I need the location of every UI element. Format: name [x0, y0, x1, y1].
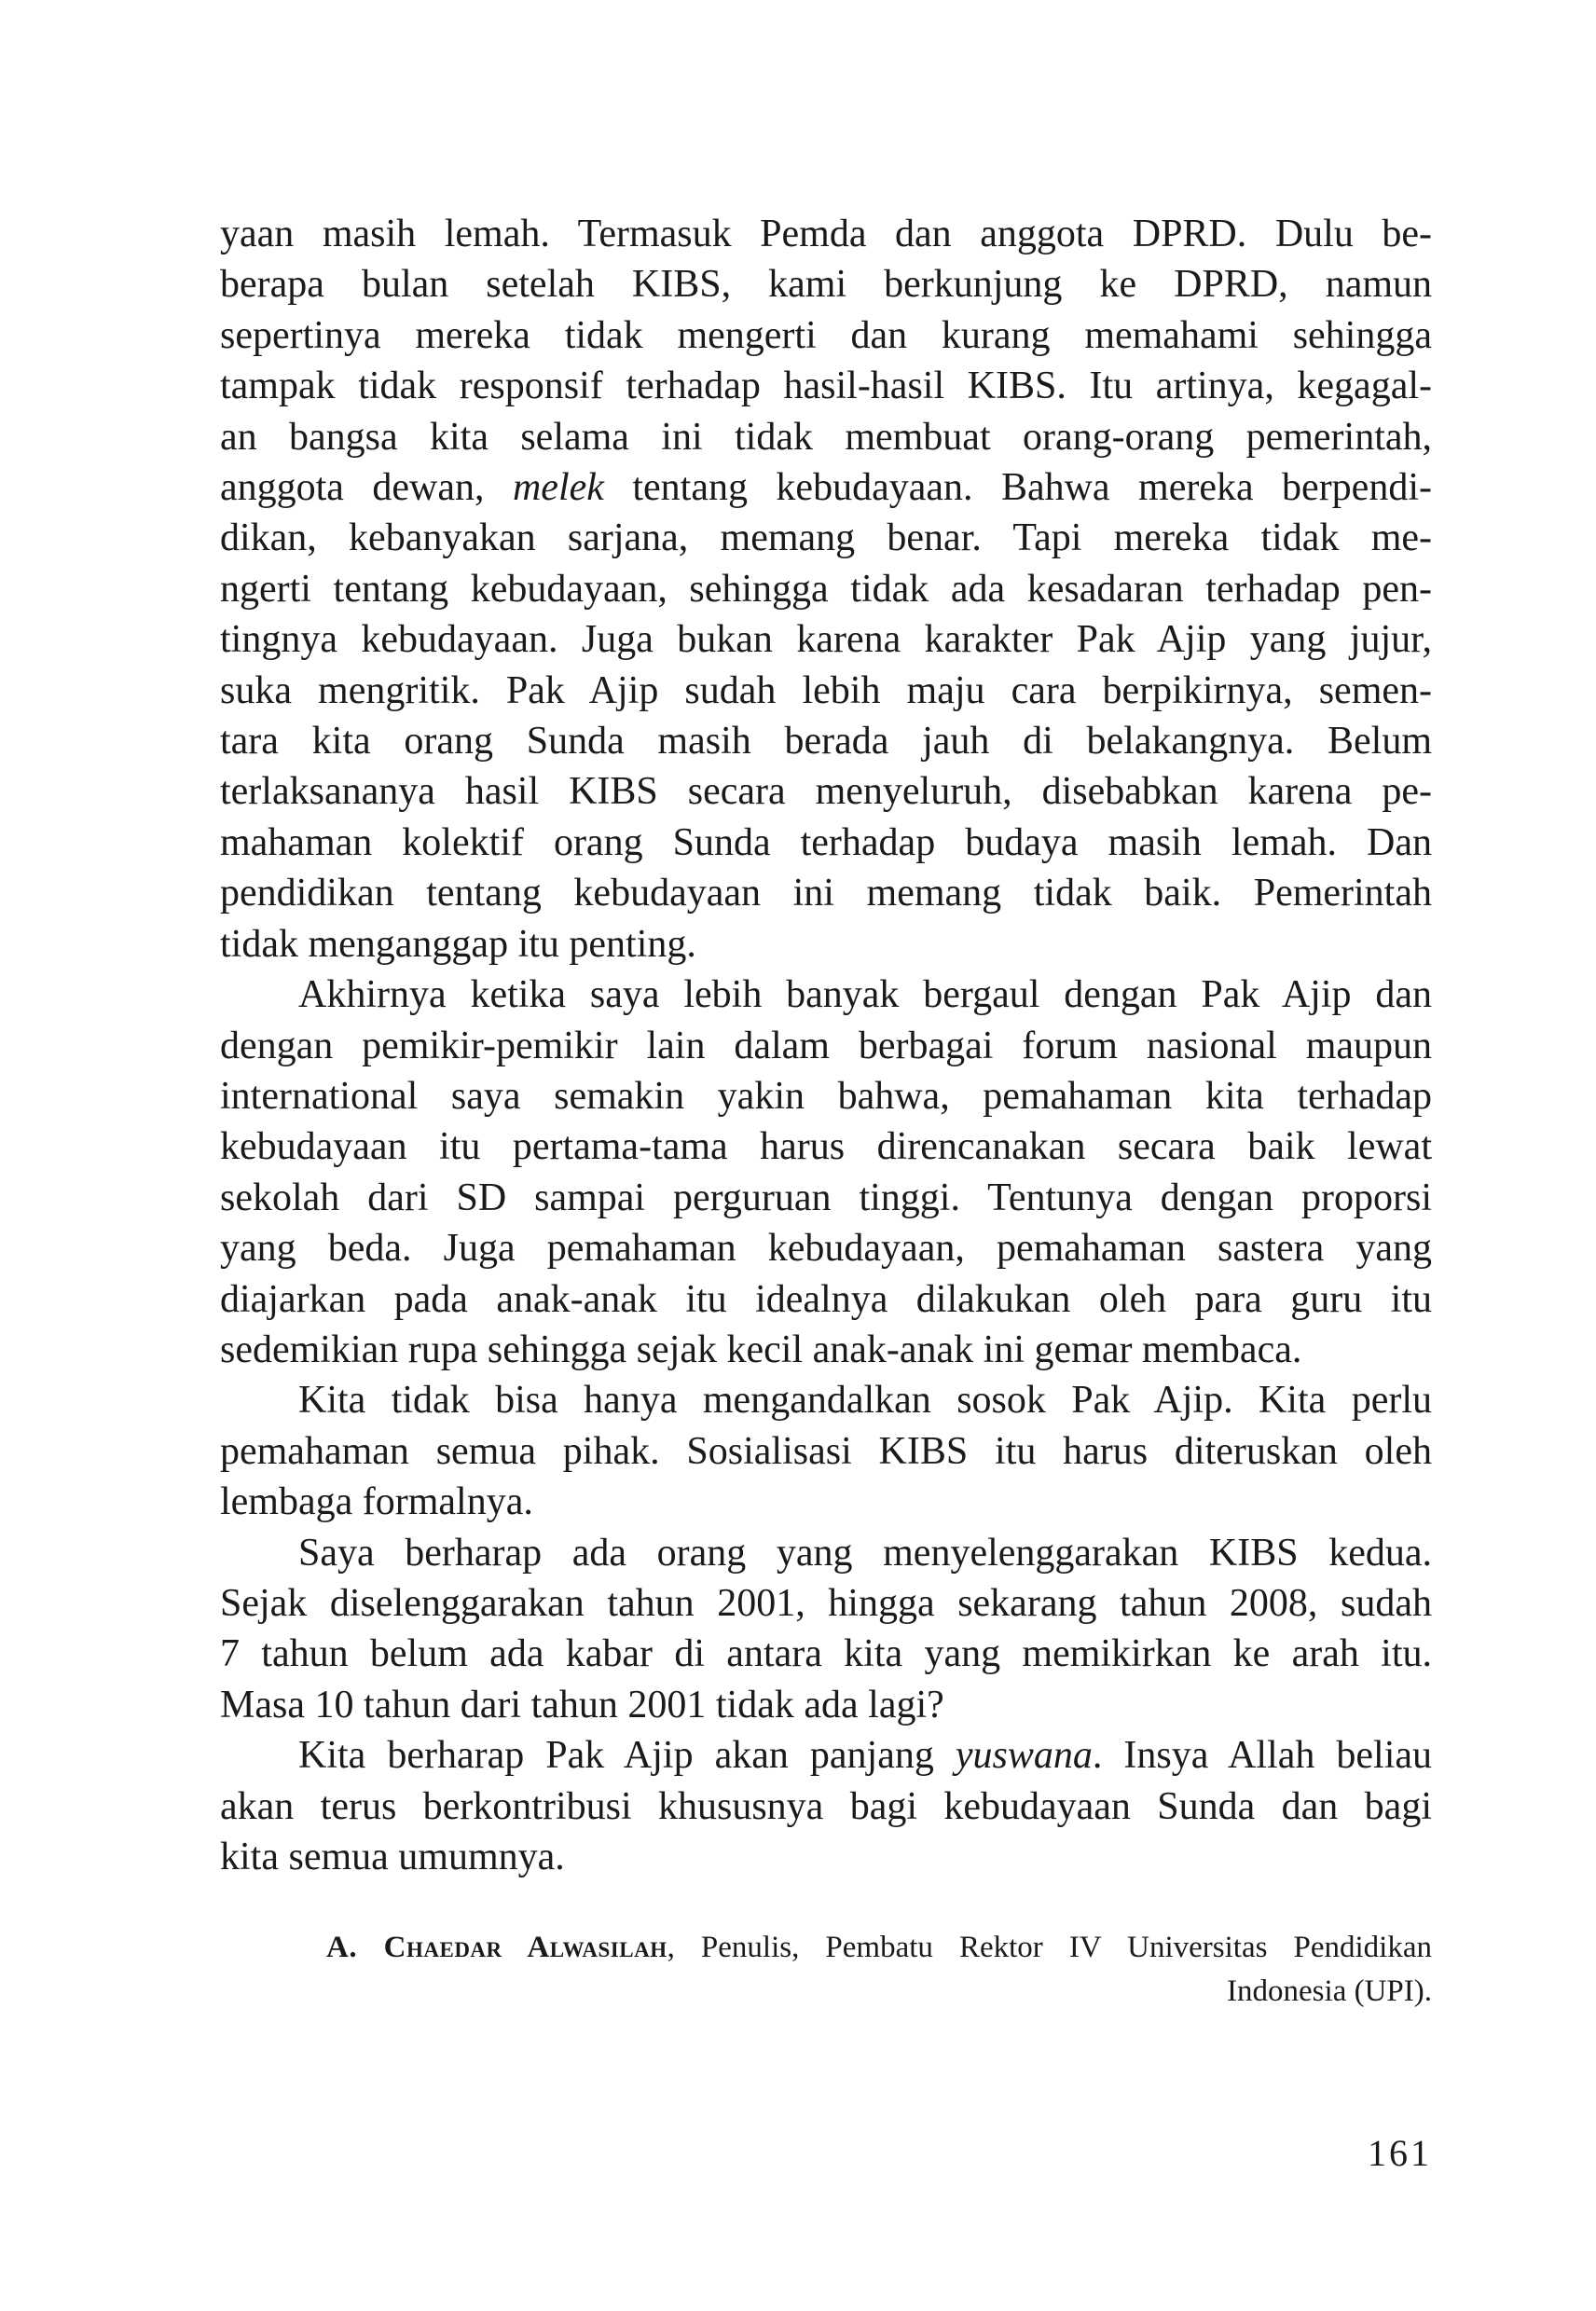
paragraph	[220, 1730, 1432, 1882]
text-line: suka mengritik. Pak Ajip sudah lebih maju cara berpikirnya, semen-	[220, 668, 1432, 712]
text-line: dengan pemikir-pemikir lain dalam berbagai forum nasional maupun	[220, 1024, 1432, 1067]
text-line: sedemikian rupa sehingga sejak kecil anak-anak ini gemar membaca.	[220, 1327, 1302, 1371]
text-line: Kita tidak bisa hanya mengandalkan sosok Pak Ajip. Kita perlu	[298, 1379, 1432, 1423]
paragraph	[220, 1375, 1432, 1527]
text-line: kita semua umumnya.	[220, 1836, 565, 1878]
text-line: an bangsa kita selama ini tidak membuat orang-orang pemerintah,	[220, 415, 1432, 459]
text-line: Kita berharap Pak Ajip akan panjang yuswana. Insya Allah beliau	[298, 1734, 1432, 1778]
text-line: kebudayaan itu pertama-tama harus direncanakan secara baik lewat	[220, 1125, 1432, 1169]
paragraph	[220, 970, 1432, 1375]
text-line: lembaga formalnya.	[220, 1480, 533, 1524]
author-description: , Penulis, Pembatu Rektor IV Universitas Pendidikan	[667, 1931, 1432, 1964]
attribution-line-1	[326, 1926, 1432, 1970]
text-line: Saya berharap ada orang yang menyelenggarakan KIBS kedua.	[298, 1531, 1432, 1575]
text-line: akan terus berkontribusi khususnya bagi kebudayaan Sunda dan bagi	[220, 1784, 1432, 1828]
text-line: pemahaman semua pihak. Sosialisasi KIBS itu harus diteruskan oleh	[220, 1429, 1432, 1473]
paragraph	[220, 209, 1432, 970]
text-line: tidak menganggap itu penting.	[220, 922, 696, 966]
text-line: berapa bulan setelah KIBS, kami berkunjung ke DPRD, namun	[220, 263, 1432, 307]
italic-term: melek	[512, 466, 604, 510]
author-name: A. Chaedar Alwasilah	[326, 1931, 667, 1964]
text-line: tara kita orang Sunda masih berada jauh di belakangnya. Belum	[220, 720, 1432, 763]
text-line: sepertinya mereka tidak mengerti dan kurang memahami sehingga	[220, 313, 1432, 357]
text-line: diajarkan pada anak-anak itu idealnya dilakukan oleh para guru itu	[220, 1277, 1432, 1321]
text-line: ngerti tentang kebudayaan, sehingga tidak ada kesadaran terhadap pen-	[220, 567, 1432, 611]
page-number: 161	[1368, 2132, 1432, 2174]
paragraph	[220, 1528, 1432, 1731]
paragraph-container	[220, 209, 1432, 1882]
text-line: dikan, kebanyakan sarjana, memang benar. Tapi mereka tidak me-	[220, 516, 1432, 560]
text-line: tingnya kebudayaan. Juga bukan karena karakter Pak Ajip yang jujur,	[220, 618, 1432, 662]
text-line: international saya semakin yakin bahwa, pemahaman kita terhadap	[220, 1074, 1432, 1118]
text-line: 7 tahun belum ada kabar di antara kita yang memikirkan ke arah itu.	[220, 1632, 1432, 1676]
text-line: Sejak diselenggarakan tahun 2001, hingga sekarang tahun 2008, sudah	[220, 1581, 1432, 1625]
text-line: yang beda. Juga pemahaman kebudayaan, pemahaman sastera yang	[220, 1227, 1432, 1271]
text-line: Akhirnya ketika saya lebih banyak bergaul dengan Pak Ajip dan	[298, 973, 1432, 1017]
author-attribution	[326, 1926, 1432, 2014]
attribution-line-2: Indonesia (UPI).	[1227, 1974, 1432, 2008]
text-line: terlaksananya hasil KIBS secara menyeluruh, disebabkan karena pe-	[220, 770, 1432, 814]
text-line: sekolah dari SD sampai perguruan tinggi. Tentunya dengan proporsi	[220, 1176, 1432, 1219]
text-line: anggota dewan, melek tentang kebudayaan. Bahwa mereka berpendi-	[220, 466, 1432, 510]
italic-term: yuswana	[955, 1734, 1093, 1778]
document-body	[220, 209, 1432, 1882]
text-line: Masa 10 tahun dari tahun 2001 tidak ada lagi?	[220, 1683, 944, 1726]
text-line: yaan masih lemah. Termasuk Pemda dan anggota DPRD. Dulu be-	[220, 213, 1432, 255]
text-line: mahaman kolektif orang Sunda terhadap budaya masih lemah. Dan	[220, 820, 1432, 864]
text-line: tampak tidak responsif terhadap hasil-hasil KIBS. Itu artinya, kegagal-	[220, 365, 1432, 408]
text-line: pendidikan tentang kebudayaan ini memang tidak baik. Pemerintah	[220, 872, 1432, 915]
